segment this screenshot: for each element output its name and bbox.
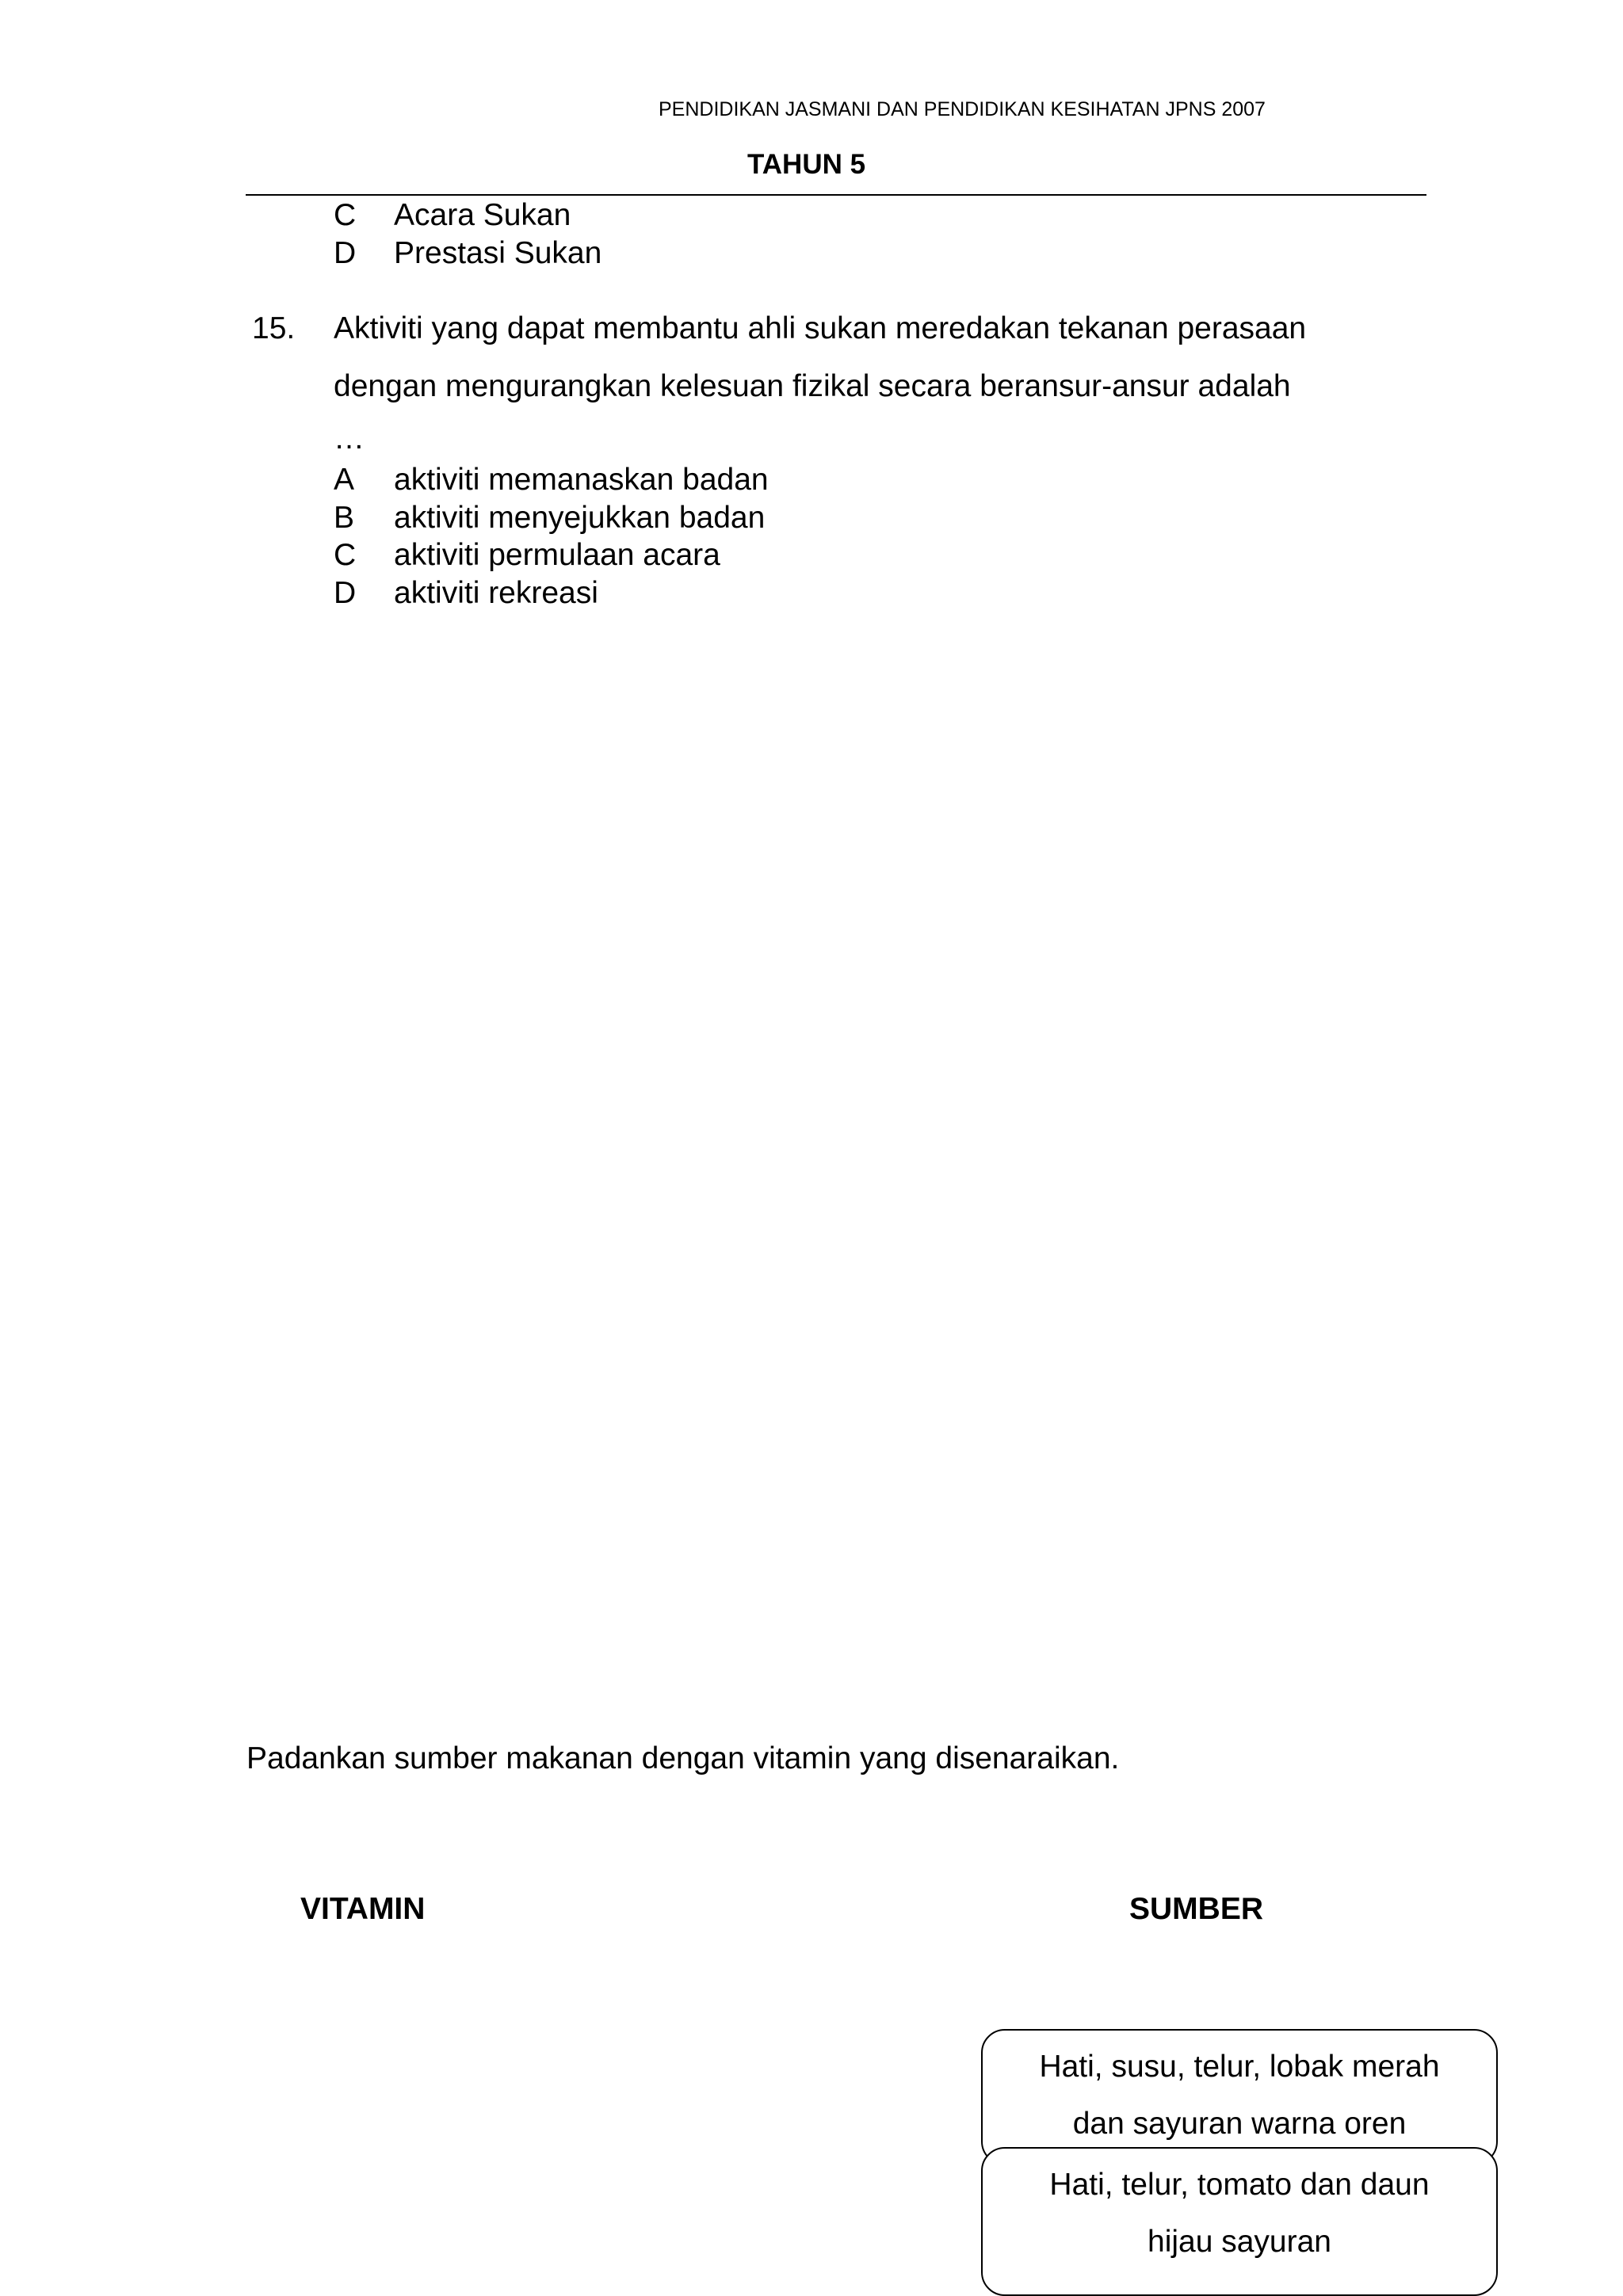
option-a <box>334 461 769 499</box>
header-divider <box>246 194 1426 196</box>
prev-option-d <box>334 235 601 273</box>
option-text: Acara Sukan <box>394 198 571 232</box>
option-text: aktiviti memanaskan badan <box>394 463 769 497</box>
document-header-subtitle: TAHUN 5 <box>747 149 866 180</box>
source-box-line2: dan sayuran warna oren <box>1072 2107 1407 2141</box>
vitamin-heading: VITAMIN <box>300 1892 426 1926</box>
option-b <box>334 499 765 537</box>
source-box-line2: hijau sayuran <box>1148 2225 1331 2259</box>
option-letter: C <box>334 198 357 232</box>
option-letter: C <box>334 538 357 572</box>
option-letter: D <box>334 576 357 610</box>
source-box-2 <box>981 2147 1498 2296</box>
matching-instruction: Padankan sumber makanan dengan vitamin yang disenaraikan. <box>246 1741 1120 1775</box>
option-c <box>334 536 720 574</box>
option-letter: D <box>334 236 357 270</box>
document-header-title: PENDIDIKAN JASMANI DAN PENDIDIKAN KESIHATAN JPNS 2007 <box>659 98 1266 120</box>
option-text: aktiviti permulaan acara <box>394 538 720 572</box>
prev-option-c <box>334 196 571 235</box>
question-number: 15. <box>252 311 296 345</box>
option-text: aktiviti rekreasi <box>394 576 598 610</box>
option-text: Prestasi Sukan <box>394 236 602 270</box>
question-text-line2: dengan mengurangkan kelesuan fizikal secara beransur-ansur adalah <box>334 369 1291 403</box>
source-box-1 <box>981 2029 1498 2165</box>
sumber-heading: SUMBER <box>1129 1892 1264 1926</box>
option-text: aktiviti menyejukkan badan <box>394 501 766 535</box>
question-text-line1: Aktiviti yang dapat membantu ahli sukan meredakan tekanan perasaan <box>334 311 1307 345</box>
question-ellipsis: … <box>334 421 365 456</box>
option-d <box>334 574 598 612</box>
source-box-line1: Hati, telur, tomato dan daun <box>1049 2168 1430 2202</box>
source-box-line1: Hati, susu, telur, lobak merah <box>1039 2050 1440 2084</box>
option-letter: B <box>334 501 355 535</box>
option-letter: A <box>334 463 355 497</box>
